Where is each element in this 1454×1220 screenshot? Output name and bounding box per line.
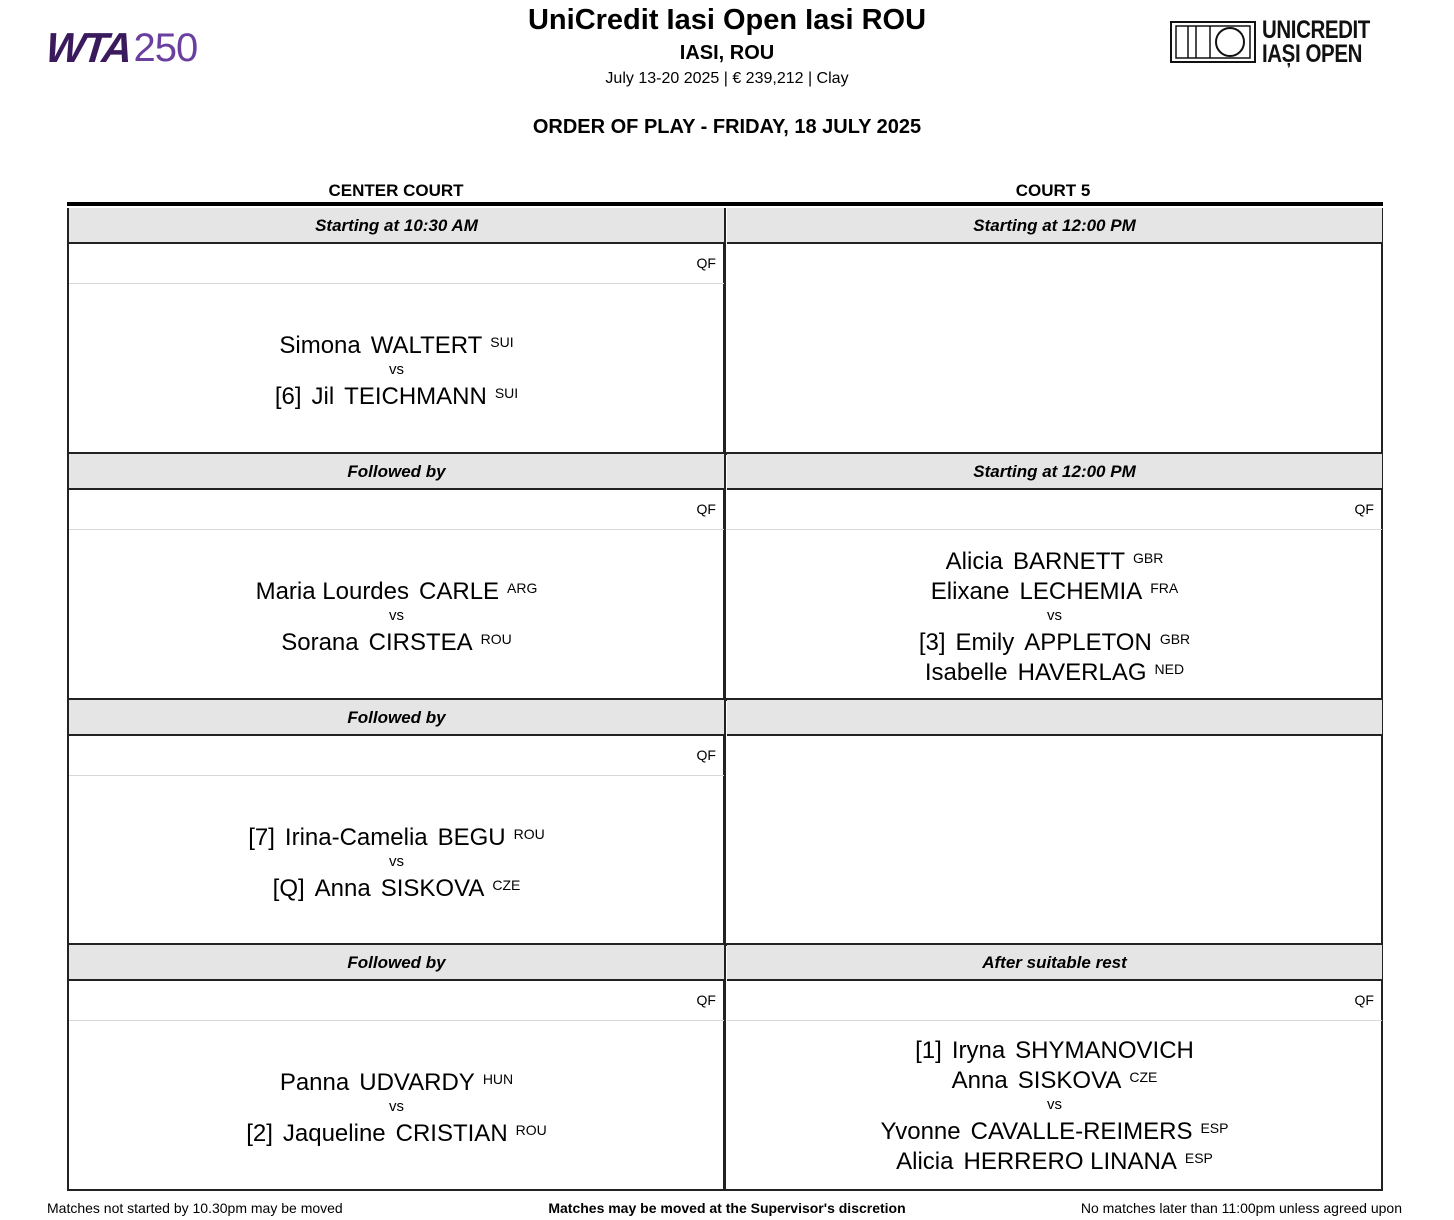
versus-label: vs [1047,1095,1062,1113]
slot-start-time: Followed by [69,700,724,736]
versus-label: vs [389,852,404,870]
player-last-name: HAVERLAG [1017,658,1147,686]
round-label: QF [727,981,1382,1021]
player-first-name: Maria Lourdes [255,577,410,605]
player-first-name: Anna [951,1066,1008,1094]
tournament-city: IASI, ROU [679,42,775,64]
player-last-name: CIRSTEA [368,628,473,656]
court-heading-center: CENTER COURT [328,181,464,200]
player-last-name: BEGU [437,823,506,851]
slot-start-time: Starting at 10:30 AM [69,208,724,244]
player-first-name: Simona [279,331,361,359]
player-seed: [1] [915,1036,942,1064]
match-card [727,981,1382,1191]
player-entry [896,1145,1213,1175]
sponsor-logo-line1: UNICREDIT [1262,16,1371,44]
match-slot [69,454,724,700]
player-first-name: Panna [279,1068,350,1096]
sponsor-logo-line2: IAȘI OPEN [1262,40,1363,68]
player-nationality: SUI [494,384,519,401]
player-entry [275,380,518,410]
player-last-name: CRISTIAN [395,1119,508,1147]
player-entry [246,1117,547,1147]
tournament-title: UniCredit Iasi Open Iasi ROU [527,4,927,36]
slot-start-time: Followed by [69,454,724,490]
player-nationality: NED [1154,660,1185,677]
match-card [727,736,1382,946]
player-first-name: Isabelle [924,658,1008,686]
player-nationality: ESP [1184,1149,1213,1166]
round-label: QF [727,490,1382,530]
player-seed: [2] [246,1119,273,1147]
match-slot [69,208,724,454]
player-last-name: UDVARDY [359,1068,475,1096]
player-entry [952,1064,1158,1094]
player-nationality: CZE [1129,1068,1158,1085]
player-entry [925,656,1184,686]
player-last-name: WALTERT [370,331,483,359]
order-of-play-heading: ORDER OF PLAY - FRIDAY, 18 JULY 2025 [532,116,922,138]
player-nationality: HUN [482,1070,514,1087]
round-label: QF [69,981,724,1021]
player-first-name: Emily [955,628,1015,656]
player-nationality: ROU [515,1121,547,1138]
versus-label: vs [1047,606,1062,624]
player-entry [281,626,512,656]
player-entry [915,1038,1194,1064]
player-first-name: Yvonne [880,1117,961,1145]
player-last-name: SISKOVA [380,874,485,902]
court-header-rule [67,202,1383,206]
match-card [69,490,724,700]
match-card [727,244,1382,454]
round-label: QF [69,490,724,530]
player-nationality: ARG [507,579,538,596]
player-last-name: SISKOVA [1017,1066,1122,1094]
slot-start-time: After suitable rest [727,945,1382,981]
player-first-name: Anna [314,874,371,902]
player-seed: [7] [248,823,275,851]
player-last-name: CAVALLE-REIMERS [970,1117,1193,1145]
player-nationality: ESP [1200,1119,1229,1136]
versus-label: vs [389,606,404,624]
match-players [727,1021,1382,1191]
player-first-name: Jil [311,382,335,410]
match-players [69,530,724,700]
player-entry [273,872,521,902]
player-nationality: GBR [1133,549,1164,566]
match-players [727,530,1382,700]
player-entry [279,329,513,359]
player-entry [946,545,1164,575]
player-entry [280,1066,513,1096]
footer-note-right: No matches later than 11:00pm unless agreed upon [1080,1200,1402,1216]
player-first-name: Iryna [951,1036,1006,1064]
slot-start-time: Followed by [69,945,724,981]
match-players [69,776,724,946]
player-last-name: BARNETT [1013,547,1126,575]
match-players [727,776,1382,946]
player-last-name: CARLE [419,577,500,605]
player-first-name: Irina-Camelia [284,823,428,851]
player-nationality: CZE [492,876,521,893]
slot-start-time: Starting at 12:00 PM [727,208,1382,244]
player-entry [881,1115,1229,1145]
slot-start-time: Starting at 12:00 PM [727,454,1382,490]
player-seed: [Q] [272,874,305,902]
footer-note-center: Matches may be moved at the Supervisor's discretion [548,1200,906,1216]
player-last-name: SHYMANOVICH [1015,1036,1194,1064]
versus-label: vs [389,360,404,378]
match-players [69,1021,724,1191]
court-heading-court5: COURT 5 [1015,181,1091,200]
match-slot [69,945,724,1191]
match-players [727,284,1382,454]
player-nationality: ROU [513,825,545,842]
round-label: QF [69,736,724,776]
tournament-info: July 13-20 2025 | € 239,212 | Clay [605,70,849,87]
match-players [69,284,724,454]
match-card [69,981,724,1191]
versus-label: vs [389,1097,404,1115]
footer-note-left: Matches not started by 10.30pm may be moved [47,1200,343,1216]
match-slot [69,700,724,946]
slot-start-time [727,700,1382,736]
wta-tier-text: 250 [133,26,198,70]
player-nationality: FRA [1150,579,1179,596]
player-entry [931,575,1178,605]
player-last-name: LECHEMIA [1019,577,1143,605]
player-nationality: SUI [490,333,514,350]
match-card [727,490,1382,700]
player-entry [919,626,1190,656]
player-first-name: Alicia [945,547,1003,575]
wta-logo-text: WTA [43,24,133,71]
player-entry [256,575,538,605]
round-label: QF [69,244,724,284]
player-nationality: ROU [480,630,512,647]
player-last-name: TEICHMANN [344,382,487,410]
player-last-name: HERRERO LINANA [963,1147,1177,1175]
player-nationality: GBR [1159,630,1191,647]
match-slot [727,208,1382,454]
player-seed: [3] [918,628,946,656]
player-entry [248,821,545,851]
player-first-name: Elixane [930,577,1010,605]
match-card [69,736,724,946]
match-slot [727,454,1382,700]
match-slot [727,945,1382,1191]
player-seed: [6] [274,382,302,410]
player-first-name: Jaqueline [282,1119,386,1147]
player-last-name: APPLETON [1024,628,1152,656]
player-first-name: Sorana [281,628,359,656]
player-first-name: Alicia [896,1147,954,1175]
match-slot [727,700,1382,946]
match-card [69,244,724,454]
